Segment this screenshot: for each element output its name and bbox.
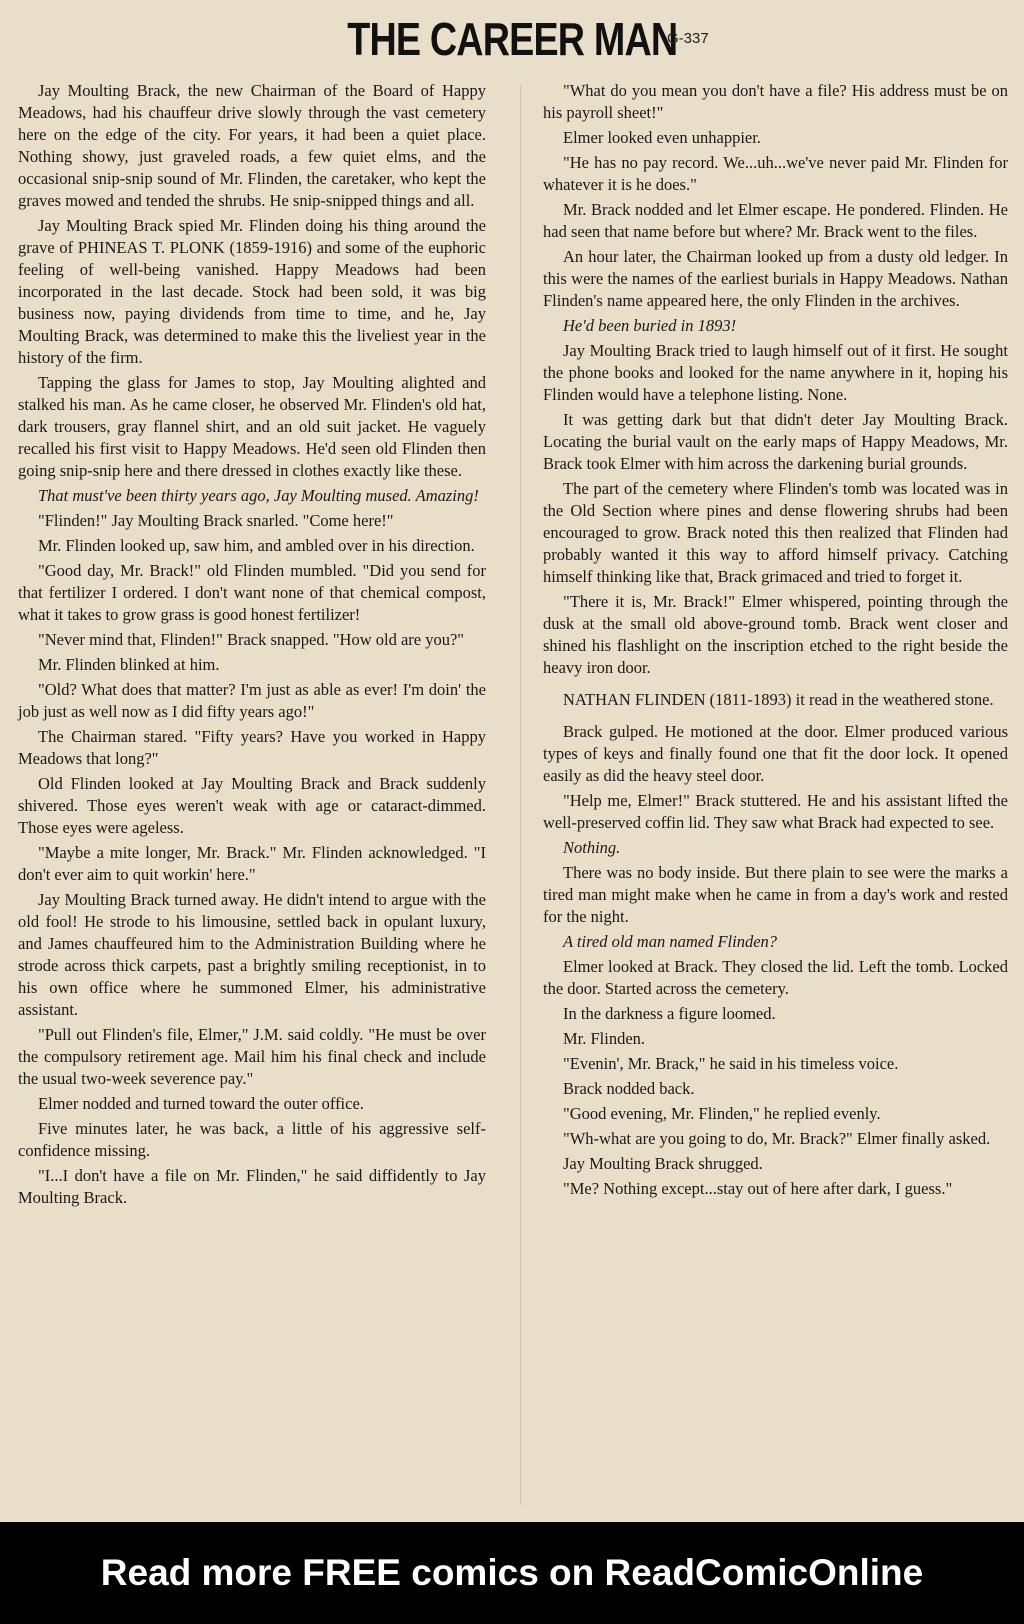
- paragraph: That must've been thirty years ago, Jay Moulting mused. Amazing!: [38, 486, 479, 505]
- paragraph: Brack nodded back.: [563, 1079, 695, 1098]
- paragraph: Mr. Flinden.: [563, 1029, 646, 1048]
- paragraph: "Flinden!" Jay Moulting Brack snarled. "Come here!": [38, 511, 394, 530]
- paragraph: Mr. Flinden blinked at him.: [38, 655, 220, 674]
- paragraph: "I...I don't have a file on Mr. Flinden," he said diffidently to Jay Moulting Brack.: [18, 1166, 486, 1207]
- paragraph: Elmer looked at Brack. They closed the lid. Left the tomb. Locked the door. Started across the cemetery.: [543, 957, 1008, 998]
- paragraph: "What do you mean you don't have a file? His address must be on his payroll sheet!": [543, 81, 1008, 122]
- paragraph: Tapping the glass for James to stop, Jay Moulting alighted and stalked his man. As he came closer, he observed Mr. Flinden's old hat, dark trousers, gray flannel shirt, and an old suit jacket. He vaguely recalled his first visit to Happy Meadows. He'd seen old Flinden then going snip-snip here and there dressed in clothes exactly like these.: [18, 373, 486, 480]
- story-code: G-337: [667, 30, 709, 47]
- paragraph: Elmer nodded and turned toward the outer office.: [38, 1094, 364, 1113]
- paragraph: "Me? Nothing except...stay out of here after dark, I guess.": [563, 1179, 953, 1198]
- right-column: [543, 80, 1008, 1520]
- paragraph: "Good evening, Mr. Flinden," he replied evenly.: [563, 1104, 881, 1123]
- paragraph: "There it is, Mr. Brack!" Elmer whispered, pointing through the dusk at the small old above-ground tomb. Brack went closer and shined his flashlight on the inscription etched to the right beside the heavy iron door.: [543, 592, 1008, 677]
- paragraph: Five minutes later, he was back, a little of his aggressive self-confidence missing.: [18, 1119, 486, 1160]
- paragraph: Mr. Flinden looked up, saw him, and ambled over in his direction.: [38, 536, 475, 555]
- paragraph: "Maybe a mite longer, Mr. Brack." Mr. Flinden acknowledged. "I don't ever aim to quit workin' here.": [18, 843, 486, 884]
- promo-banner-text: Read more FREE comics on ReadComicOnline: [100, 1552, 924, 1593]
- promo-banner[interactable]: [0, 1522, 1024, 1624]
- story-title: THE CAREER MAN: [346, 13, 678, 65]
- paragraph: Elmer looked even unhappier.: [563, 128, 761, 147]
- paragraph: Nothing.: [563, 838, 621, 857]
- paragraph: "Pull out Flinden's file, Elmer," J.M. said coldly. "He must be over the compulsory retirement age. Mail him his final check and include the usual two-week severence pay.": [18, 1025, 486, 1088]
- paragraph: He'd been buried in 1893!: [563, 316, 737, 335]
- paragraph: Mr. Brack nodded and let Elmer escape. He pondered. Flinden. He had seen that name before but where? Mr. Brack went to the files.: [543, 200, 1008, 241]
- paragraph: "He has no pay record. We...uh...we've never paid Mr. Flinden for whatever it is he does.": [543, 153, 1008, 194]
- paragraph: "Old? What does that matter? I'm just as able as ever! I'm doin' the job just as well now as I did fifty years ago!": [18, 680, 486, 721]
- paragraph: In the darkness a figure loomed.: [563, 1004, 776, 1023]
- paragraph: NATHAN FLINDEN (1811-1893) it read in the weathered stone.: [563, 690, 994, 709]
- paragraph: An hour later, the Chairman looked up from a dusty old ledger. In this were the names of the earliest burials in Happy Meadows. Nathan Flinden's name appeared here, the only Flinden in the archives.: [543, 247, 1008, 310]
- paragraph: "Help me, Elmer!" Brack stuttered. He and his assistant lifted the well-preserved coffin lid. They saw what Brack had expected to see.: [543, 791, 1008, 832]
- paragraph: "Never mind that, Flinden!" Brack snapped. "How old are you?": [38, 630, 465, 649]
- paragraph: Jay Moulting Brack, the new Chairman of the Board of Happy Meadows, had his chauffeur drive slowly through the vast cemetery here on the edge of the city. For years, it had been a quiet place. Nothing showy, just graveled roads, a few quiet elms, and the occasional snip-snip sound of Mr. Flinden, the caretaker, who kept the graves mowed and tended the shrubs. He snip-snipped things and all.: [18, 81, 486, 210]
- column-divider: [520, 85, 521, 1505]
- paragraph: "Evenin', Mr. Brack," he said in his timeless voice.: [563, 1054, 899, 1073]
- paragraph: Jay Moulting Brack tried to laugh himself out of it first. He sought the phone books and looked for the name anywhere in it, hoping his Flinden would have a telephone listing. None.: [543, 341, 1008, 404]
- paragraph: There was no body inside. But there plain to see were the marks a tired man might make when he came in from a day's work and rested for the night.: [543, 863, 1008, 926]
- paragraph: Jay Moulting Brack shrugged.: [563, 1154, 763, 1173]
- paragraph: Jay Moulting Brack turned away. He didn't intend to argue with the old fool! He strode to his limousine, settled back in opulant luxury, and James chauffeured him to the Administration Building where he strode across thick carpets, past a brightly smiling receptionist, in to his own office where he summoned Elmer, his administrative assistant.: [18, 890, 486, 1019]
- paragraph: "Wh-what are you going to do, Mr. Brack?" Elmer finally asked.: [563, 1129, 991, 1148]
- paragraph: It was getting dark but that didn't deter Jay Moulting Brack. Locating the burial vault on the early maps of Happy Meadows, Mr. Brack took Elmer with him across the darkening burial grounds.: [543, 410, 1008, 473]
- paragraph: The Chairman stared. "Fifty years? Have you worked in Happy Meadows that long?": [18, 727, 486, 768]
- paragraph: Old Flinden looked at Jay Moulting Brack and Brack suddenly shivered. Those eyes weren't weak with age or cataract-dimmed. Those eyes were ageless.: [18, 774, 486, 837]
- left-column: [18, 80, 486, 1520]
- paragraph: "Good day, Mr. Brack!" old Flinden mumbled. "Did you send for that fertilizer I ordered. I don't want none of that chemical compost, what it takes to grow grass is good honest fertilizer!: [18, 561, 486, 624]
- paragraph: The part of the cemetery where Flinden's tomb was located was in the Old Section where pines and dense flowering shrubs had been encouraged to grow. Brack noted this then realized that Flinden had probably wanted it this way to afford himself privacy. Catching himself thinking like that, Brack grimaced and tried to forget it.: [543, 479, 1008, 586]
- paragraph: A tired old man named Flinden?: [563, 932, 778, 951]
- paragraph: Jay Moulting Brack spied Mr. Flinden doing his thing around the grave of PHINEAS T. PLONK (1859-1916) and some of the euphoric feeling of well-being vanished. Happy Meadows had been incorporated in the last decade. Stock had been sold, it was big business now, paying dividends from time to time, and he, Jay Moulting Brack, was determined to make this the liveliest year in the history of the firm.: [18, 216, 486, 367]
- paragraph: Brack gulped. He motioned at the door. Elmer produced various types of keys and finally found one that fit the door lock. It opened easily as did the heavy steel door.: [543, 722, 1008, 785]
- title-row: [0, 8, 1024, 70]
